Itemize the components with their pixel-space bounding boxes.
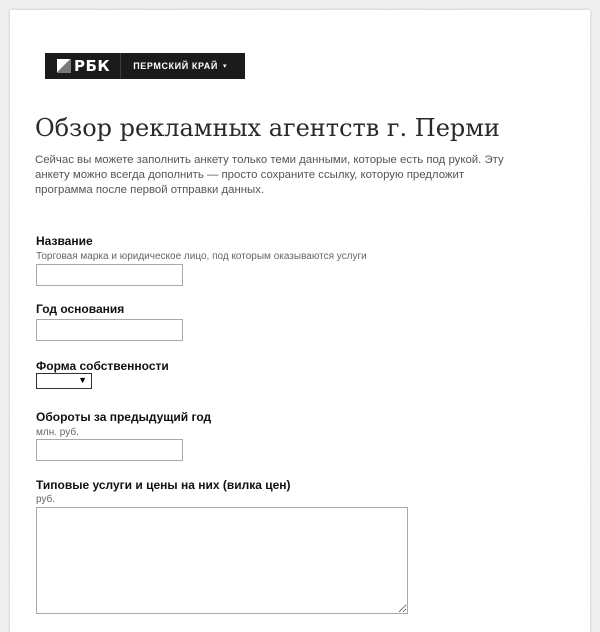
logo-mark-icon — [57, 59, 71, 73]
brand-bar — [45, 53, 245, 79]
intro-text: Сейчас вы можете заполнить анкету только теми данными, которые есть под рукой. Эту анкету можно всегда дополнить — просто сохраните ссылку, которую предложит программа после первой отправки данных. — [35, 154, 504, 196]
region-label: ПЕРМСКИЙ КРАЙ — [133, 61, 218, 71]
name-input[interactable] — [36, 264, 183, 286]
ownership-label: Форма собственности — [36, 359, 169, 373]
services-hint: руб. — [36, 494, 56, 505]
ownership-select[interactable] — [36, 373, 92, 389]
founded-label: Год основания — [36, 302, 125, 316]
turnover-label: Обороты за предыдущий год — [36, 410, 212, 424]
founded-input[interactable] — [36, 319, 183, 341]
page-title: Обзор рекламных агентств г. Перми — [35, 114, 500, 142]
caret-down-icon: ▾ — [222, 63, 228, 70]
rbc-logo[interactable] — [45, 53, 121, 79]
services-textarea[interactable] — [36, 507, 408, 614]
turnover-hint: млн. руб. — [36, 427, 79, 438]
dropdown-arrow-icon: ▼ — [78, 375, 87, 385]
services-label: Типовые услуги и цены на них (вилка цен) — [36, 478, 291, 492]
region-selector[interactable] — [121, 61, 227, 71]
turnover-input[interactable] — [36, 439, 183, 461]
name-label: Название — [36, 234, 93, 248]
name-hint: Торговая марка и юридическое лицо, под которым оказываются услуги — [36, 251, 367, 262]
logo-text: РБК — [74, 57, 111, 75]
